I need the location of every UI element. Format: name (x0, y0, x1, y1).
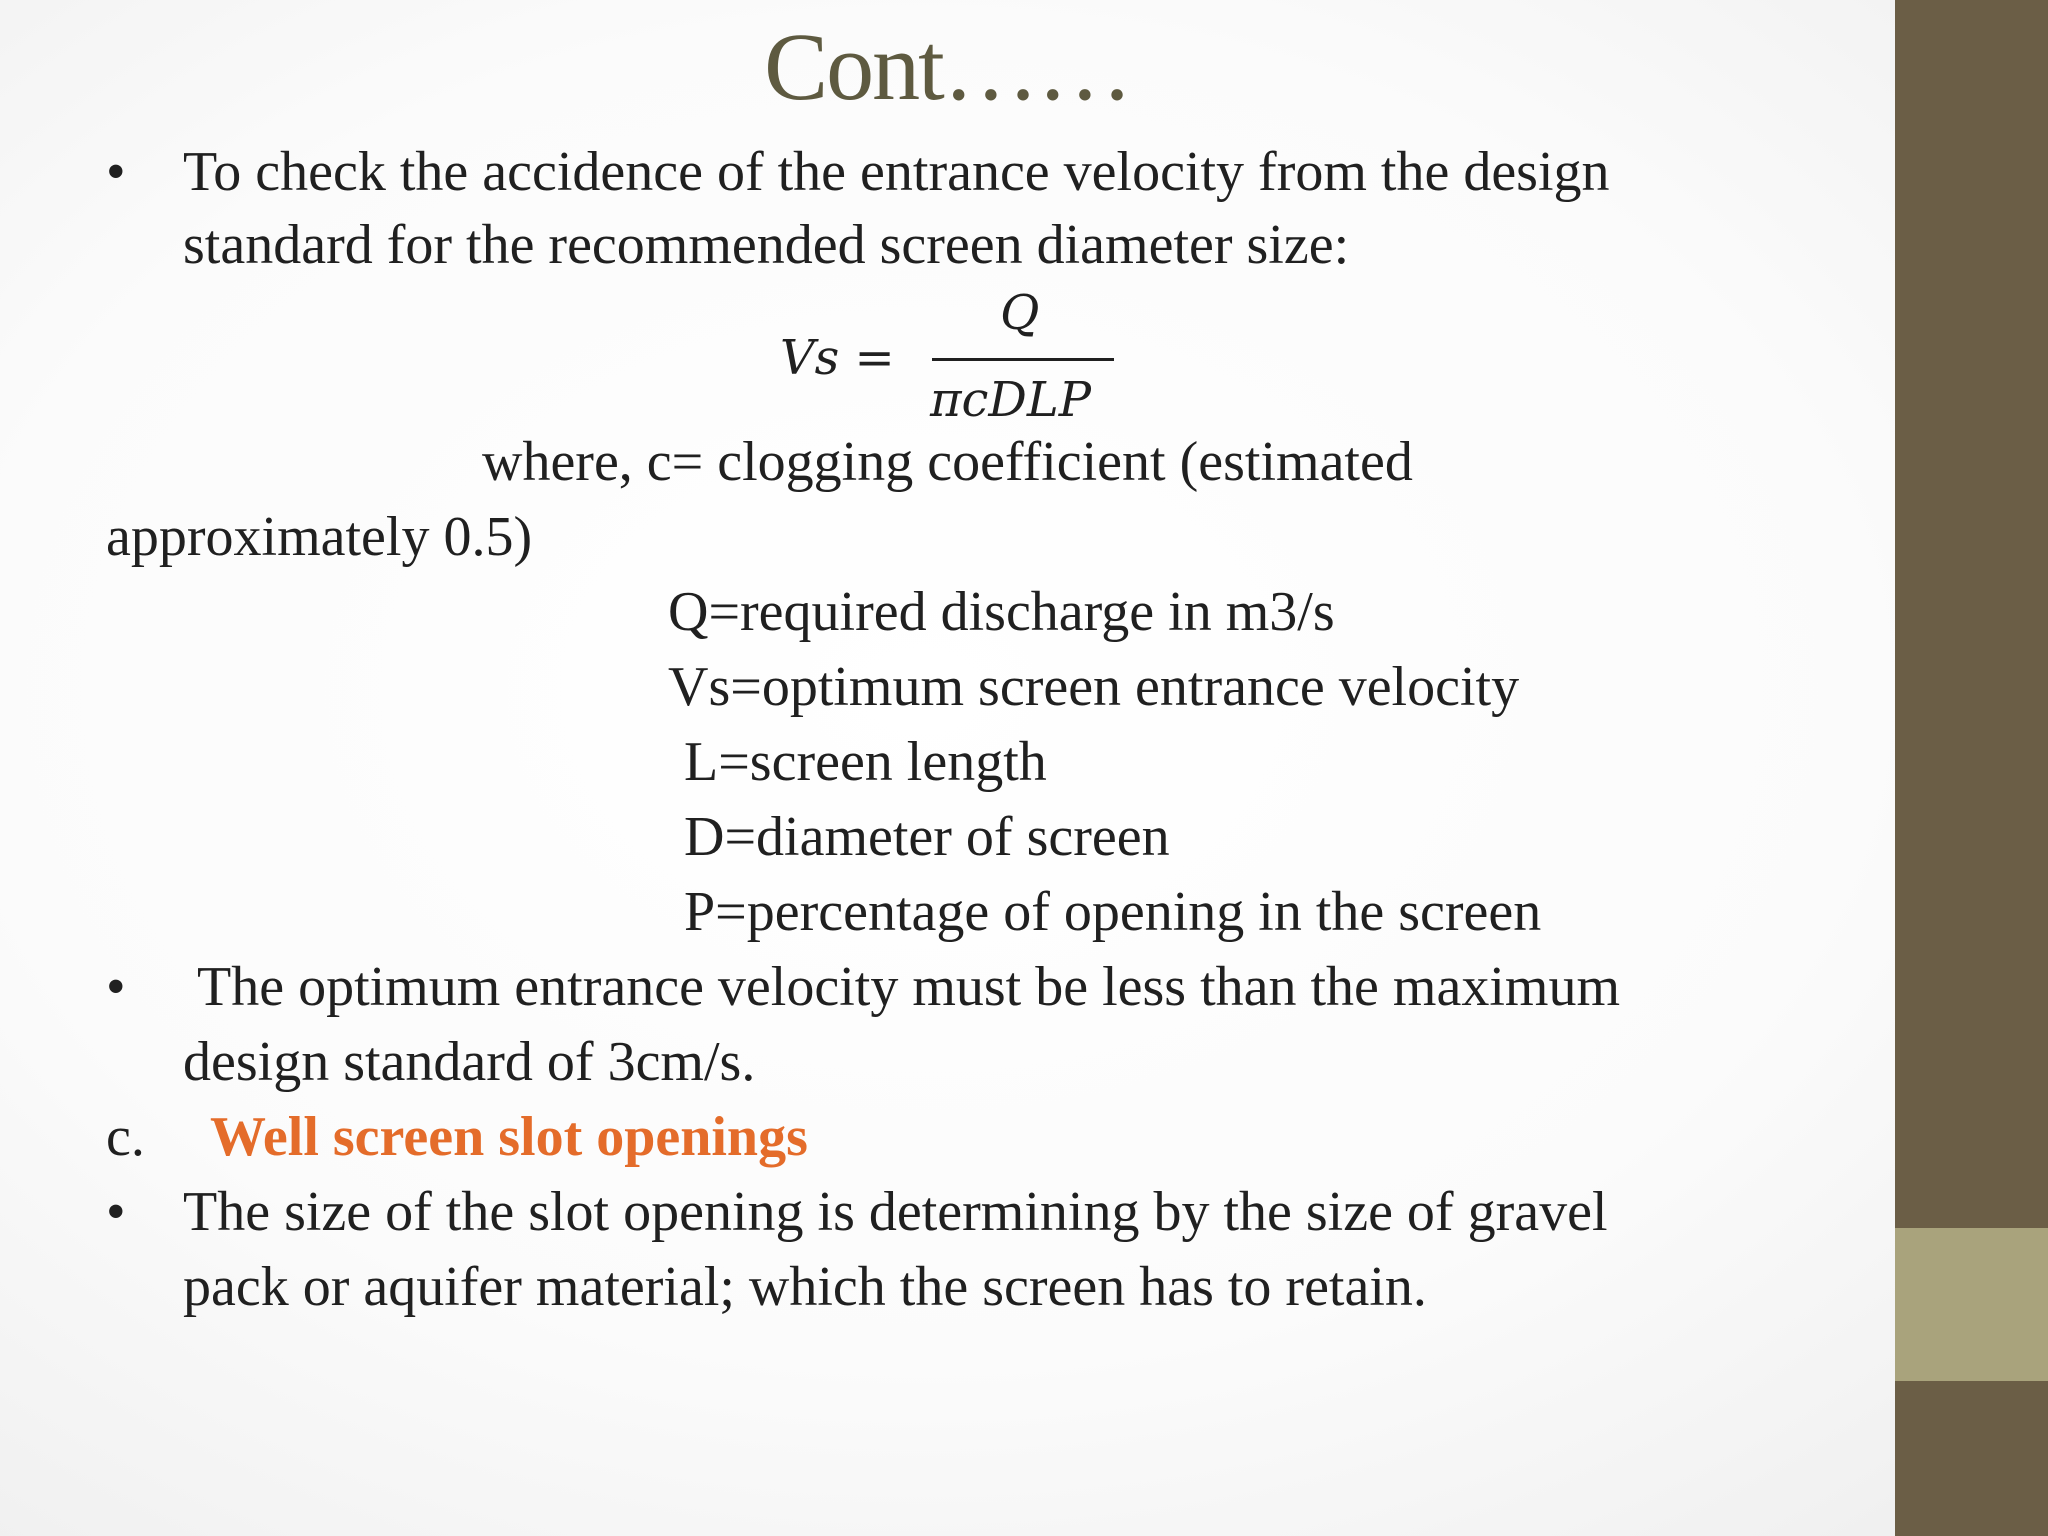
definition-l: L=screen length (684, 731, 1047, 793)
where-line-2: approximately 0.5) (106, 506, 533, 568)
slide-title: Cont…… (764, 13, 1131, 120)
section-marker: c. (106, 1106, 145, 1168)
slot-note-line-2: pack or aquifer material; which the screen has to retain. (183, 1256, 1427, 1318)
definition-p: P=percentage of opening in the screen (684, 881, 1542, 943)
definition-q: Q=required discharge in m3/s (668, 581, 1335, 643)
velocity-note-line-2: design standard of 3cm/s. (183, 1031, 756, 1093)
where-line-1: where, c= clogging coefficient (estimated (482, 431, 1413, 493)
bullet-marker: • (106, 1181, 126, 1243)
formula-numerator: Q (1000, 285, 1040, 341)
intro-line-1: To check the accidence of the entrance velocity from the design (183, 141, 1610, 203)
slot-note-line-1: The size of the slot opening is determining by the size of gravel (183, 1181, 1608, 1243)
fraction-bar (932, 358, 1114, 361)
definition-d: D=diameter of screen (684, 806, 1170, 868)
definition-vs: Vs=optimum screen entrance velocity (668, 656, 1520, 718)
intro-line-2: standard for the recommended screen diameter size: (183, 214, 1350, 276)
decorative-sidebar-accent (1895, 1228, 2048, 1381)
section-heading: Well screen slot openings (210, 1106, 808, 1168)
bullet-marker: • (106, 141, 126, 203)
formula-denominator: πcDLP (930, 372, 1092, 428)
formula-lhs: Vs = (780, 330, 895, 386)
velocity-note-line-1: The optimum entrance velocity must be less than the maximum (197, 956, 1620, 1018)
bullet-marker: • (106, 956, 126, 1018)
